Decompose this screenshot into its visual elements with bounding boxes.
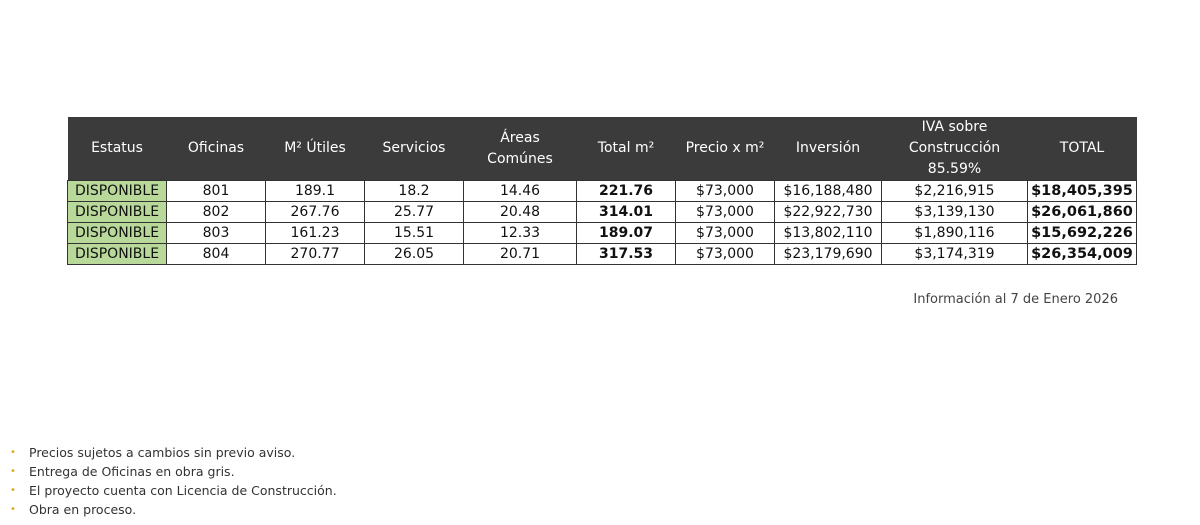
pricing-table-container [67,117,1136,265]
servicios-cell: 18.2 [365,181,464,202]
header-inversion: Inversión [775,117,882,181]
precio-m2-cell: $73,000 [676,244,775,265]
oficina-cell: 802 [167,202,266,223]
info-date-text: Información al 7 de Enero 2026 [913,292,1118,307]
areas-comunes-cell: 12.33 [464,223,577,244]
total-cell: $26,354,009 [1028,244,1137,265]
m2-utiles-cell: 270.77 [266,244,365,265]
status-cell: DISPONIBLE [68,181,167,202]
inversion-cell: $22,922,730 [775,202,882,223]
servicios-cell: 25.77 [365,202,464,223]
oficina-cell: 804 [167,244,266,265]
header-areas-comunes: Áreas Comúnes [464,117,577,181]
header-iva-line-1: IVA sobre [921,119,988,135]
note-item [10,443,337,462]
header-servicios: Servicios [365,117,464,181]
status-cell: DISPONIBLE [68,244,167,265]
precio-m2-cell: $73,000 [676,202,775,223]
note-item [10,500,337,519]
m2-utiles-cell: 267.76 [266,202,365,223]
note-text: El proyecto cuenta con Licencia de Construcción. [29,483,337,498]
total-m2-cell: 189.07 [577,223,676,244]
m2-utiles-cell: 189.1 [266,181,365,202]
areas-comunes-cell: 14.46 [464,181,577,202]
note-text: Precios sujetos a cambios sin previo aviso. [29,445,296,460]
oficina-cell: 803 [167,223,266,244]
status-cell: DISPONIBLE [68,223,167,244]
bullet-dot-icon: • [10,447,16,458]
precio-m2-cell: $73,000 [676,223,775,244]
inversion-cell: $23,179,690 [775,244,882,265]
iva-cell: $3,139,130 [882,202,1028,223]
header-precio-m2: Precio x m² [676,117,775,181]
header-iva-line-2: Construcción [908,140,1001,156]
total-cell: $18,405,395 [1028,181,1137,202]
bullet-dot-icon: • [10,485,16,496]
note-item [10,462,337,481]
m2-utiles-cell: 161.23 [266,223,365,244]
header-iva [882,117,1028,181]
header-total: TOTAL [1028,117,1137,181]
table-row [68,181,1137,202]
iva-cell: $2,216,915 [882,181,1028,202]
total-m2-cell: 314.01 [577,202,676,223]
header-total-m2: Total m² [577,117,676,181]
notes-list [10,443,337,519]
servicios-cell: 26.05 [365,244,464,265]
total-m2-cell: 317.53 [577,244,676,265]
note-text: Obra en proceso. [29,502,137,517]
inversion-cell: $16,188,480 [775,181,882,202]
header-iva-line-3: 85.59% [927,161,982,177]
inversion-cell: $13,802,110 [775,223,882,244]
table-row [68,223,1137,244]
bullet-dot-icon: • [10,466,16,477]
iva-cell: $1,890,116 [882,223,1028,244]
precio-m2-cell: $73,000 [676,181,775,202]
areas-comunes-cell: 20.71 [464,244,577,265]
total-cell: $26,061,860 [1028,202,1137,223]
status-cell: DISPONIBLE [68,202,167,223]
iva-cell: $3,174,319 [882,244,1028,265]
oficina-cell: 801 [167,181,266,202]
header-oficinas: Oficinas [167,117,266,181]
table-body [68,181,1137,265]
pricing-table [67,117,1137,265]
table-header [68,117,1137,181]
areas-comunes-cell: 20.48 [464,202,577,223]
header-estatus: Estatus [68,117,167,181]
total-cell: $15,692,226 [1028,223,1137,244]
total-m2-cell: 221.76 [577,181,676,202]
table-row [68,202,1137,223]
note-text: Entrega de Oficinas en obra gris. [29,464,235,479]
bullet-dot-icon: • [10,504,16,515]
servicios-cell: 15.51 [365,223,464,244]
header-m2-utiles: M² Útiles [266,117,365,181]
table-row [68,244,1137,265]
note-item [10,481,337,500]
